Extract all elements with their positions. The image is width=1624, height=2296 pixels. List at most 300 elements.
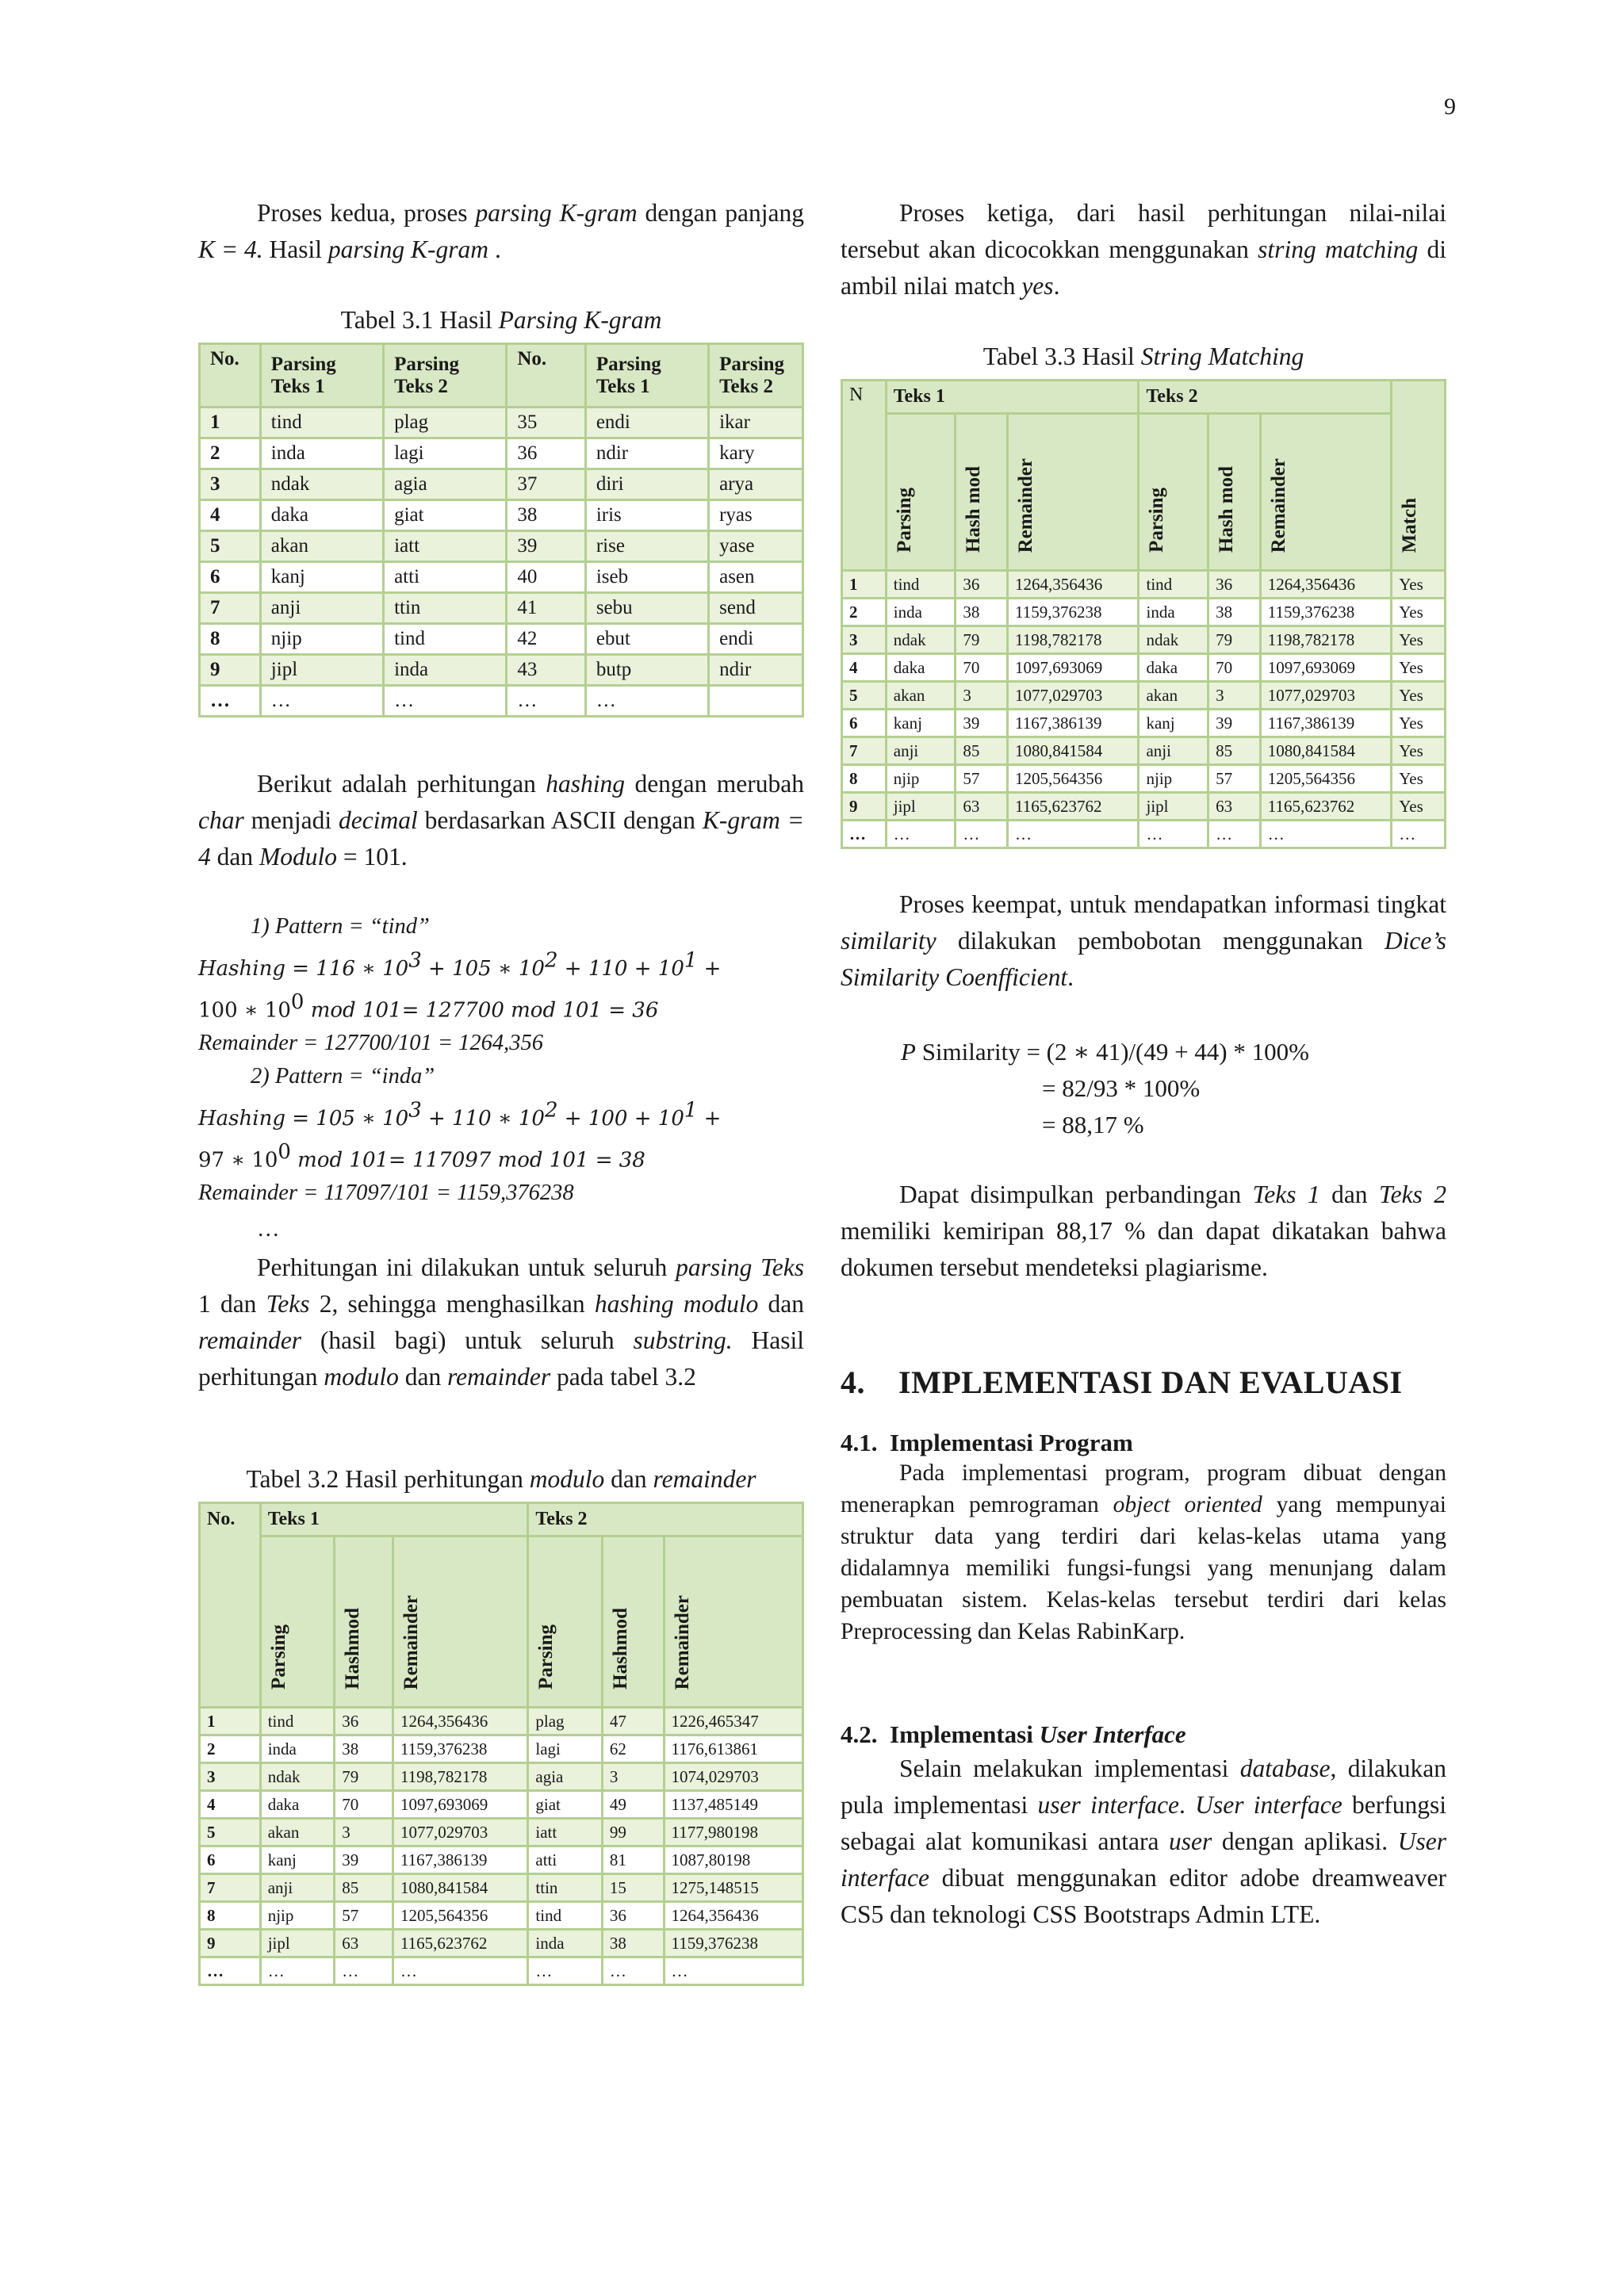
table-cell: 47: [602, 1708, 664, 1735]
table-cell: 36: [1208, 571, 1261, 599]
table-row: [200, 1735, 803, 1763]
header-no: No.: [200, 1503, 261, 1708]
table-cell: Yes: [1392, 737, 1446, 765]
table-cell: 79: [956, 626, 1008, 654]
table-cell: daka: [260, 1791, 335, 1819]
table-cell: butp: [585, 655, 708, 686]
table-cell: 79: [1208, 626, 1261, 654]
table-cell: 4: [200, 500, 261, 531]
table-cell: 15: [602, 1874, 664, 1902]
table-cell: 1205,564356: [1260, 765, 1391, 793]
table-cell: 63: [335, 1930, 393, 1957]
equation-block-1: [198, 910, 804, 1246]
table-cell: 38: [507, 500, 585, 531]
table-cell: …: [602, 1957, 664, 1985]
table-cell: jipl: [886, 793, 956, 821]
header-no: N: [842, 381, 887, 571]
subheader-remainder: Remainder: [664, 1536, 802, 1708]
table-cell: send: [709, 593, 803, 624]
table-cell: …: [200, 1957, 261, 1985]
table-cell: 8: [200, 624, 261, 655]
table-row: [842, 682, 1446, 710]
table-cell: 3: [602, 1763, 664, 1791]
table-cell: ndir: [709, 655, 803, 686]
table-cell: sebu: [585, 593, 708, 624]
header-teks-2: Teks 2: [528, 1503, 803, 1536]
table-cell: 1087,80198: [664, 1846, 802, 1874]
subheader-hash-mod: Hash mod: [956, 414, 1008, 571]
table-cell: njip: [886, 765, 956, 793]
table-cell: …: [1392, 821, 1446, 848]
table-cell: akan: [260, 531, 383, 562]
table-cell: 1264,356436: [664, 1902, 802, 1930]
table-row: [200, 408, 803, 438]
table-row: [200, 655, 803, 686]
table-cell: 99: [602, 1819, 664, 1846]
table-cell: Yes: [1392, 571, 1446, 599]
table-cell: 1080,841584: [393, 1874, 527, 1902]
table-cell: 37: [507, 469, 585, 500]
table-cell: 81: [602, 1846, 664, 1874]
table-cell: 1226,465347: [664, 1708, 802, 1735]
table-cell: plag: [384, 408, 507, 438]
table-cell: 3: [1208, 682, 1261, 710]
table-cell: inda: [1139, 599, 1208, 626]
table-cell: 1176,613861: [664, 1735, 802, 1763]
table-cell: 3: [200, 469, 261, 500]
table-cell: daka: [260, 500, 383, 531]
header-teks-2: Teks 2: [1139, 381, 1392, 414]
table-cell: 7: [842, 737, 887, 765]
table-cell: 1177,980198: [664, 1819, 802, 1846]
table-cell: …: [200, 686, 261, 717]
table-cell: 1167,386139: [1008, 710, 1139, 737]
table-cell: 1: [842, 571, 887, 599]
table-cell: …: [384, 686, 507, 717]
table-row: [200, 438, 803, 469]
table-cell: 5: [842, 682, 887, 710]
table-cell: rise: [585, 531, 708, 562]
table-cell: 1: [200, 1708, 261, 1735]
table-cell: 42: [507, 624, 585, 655]
table-row: [842, 626, 1446, 654]
table-cell: akan: [260, 1819, 335, 1846]
table-cell: 1165,623762: [1008, 793, 1139, 821]
table-cell: 36: [335, 1708, 393, 1735]
table-cell: giat: [384, 500, 507, 531]
table-cell: 1198,782178: [1008, 626, 1139, 654]
table-cell: ndak: [1139, 626, 1208, 654]
subheader-parsing: Parsing: [1139, 414, 1208, 571]
paragraph-conclusion: Dapat disimpulkan perbandingan Teks 1 dan Teks 2 memiliki kemiripan 88,17 % dan dapat dikatakan bahwa dokumen tersebut mendeteksi plagiarisme.: [841, 1181, 1446, 1281]
table-cell: 4: [200, 1791, 261, 1819]
table-cell: 36: [507, 438, 585, 469]
table-cell: giat: [528, 1791, 603, 1819]
table-cell: 1159,376238: [393, 1735, 527, 1763]
subheader-match: Match: [1392, 381, 1446, 571]
table-row: [200, 1930, 803, 1957]
table-cell: atti: [384, 562, 507, 593]
table-cell: …: [507, 686, 585, 717]
table-cell: 57: [956, 765, 1008, 793]
table-row: [842, 654, 1446, 682]
table-cell: 1097,693069: [1260, 654, 1391, 682]
table-cell: ndak: [260, 469, 383, 500]
table-row: [200, 686, 803, 717]
table-header-row: [200, 344, 803, 408]
table-cell: ikar: [709, 408, 803, 438]
table-cell: 1264,356436: [1008, 571, 1139, 599]
table-cell: tind: [528, 1902, 603, 1930]
table-cell: lagi: [384, 438, 507, 469]
table-3-1-caption: Tabel 3.1 Hasil Parsing K-gram: [340, 306, 662, 334]
table-subheader-row: [842, 414, 1446, 571]
table-cell: Yes: [1392, 599, 1446, 626]
table-cell: 3: [842, 626, 887, 654]
table-cell: 39: [1208, 710, 1261, 737]
table-cell: 62: [602, 1735, 664, 1763]
table-cell: Yes: [1392, 710, 1446, 737]
table-row: [842, 821, 1446, 848]
equation-label: 1) Pattern = “tind”: [251, 914, 430, 939]
table-cell: 1074,029703: [664, 1763, 802, 1791]
table-cell: 39: [507, 531, 585, 562]
table-cell: kanj: [260, 562, 383, 593]
table-cell: 2: [200, 438, 261, 469]
table-cell: 38: [335, 1735, 393, 1763]
table-row: [842, 765, 1446, 793]
table-cell: tind: [384, 624, 507, 655]
table-cell: 79: [335, 1763, 393, 1791]
table-cell: iseb: [585, 562, 708, 593]
table-cell: kary: [709, 438, 803, 469]
equation-label: 2) Pattern = “inda”: [251, 1064, 435, 1089]
subheader-hash-mod: Hash mod: [1208, 414, 1261, 571]
header-parsing-teks-2: Parsing Teks 2: [709, 344, 803, 408]
table-cell: 1205,564356: [393, 1902, 527, 1930]
table-cell: njip: [260, 624, 383, 655]
table-cell: asen: [709, 562, 803, 593]
table-cell: agia: [384, 469, 507, 500]
table-cell: tind: [1139, 571, 1208, 599]
table-cell: 36: [602, 1902, 664, 1930]
table-cell: 38: [1208, 599, 1261, 626]
table-cell: inda: [886, 599, 956, 626]
ellipsis: …: [257, 1217, 280, 1242]
table-cell: Yes: [1392, 654, 1446, 682]
table-cell: 1198,782178: [1260, 626, 1391, 654]
table-cell: 36: [956, 571, 1008, 599]
table-cell: 38: [602, 1930, 664, 1957]
table-row: [842, 737, 1446, 765]
table-cell: 6: [200, 562, 261, 593]
paragraph-parsing-intro: Proses kedua, proses parsing K-gram dengan panjang K = 4. Hasil parsing K-gram .: [198, 199, 804, 263]
table-cell: …: [1139, 821, 1208, 848]
table-cell: 9: [842, 793, 887, 821]
equation-hashing: Hashing = 116 ∗ $10^3 + 105$ ∗ $10^2 + 110 + 10^1$ +: [198, 948, 722, 981]
table-cell: 1077,029703: [1260, 682, 1391, 710]
table-cell: ttin: [384, 593, 507, 624]
table-cell: 57: [335, 1902, 393, 1930]
table-cell: 1080,841584: [1260, 737, 1391, 765]
table-cell: tind: [886, 571, 956, 599]
table-cell: 1097,693069: [1008, 654, 1139, 682]
equation-remainder: Remainder = 127700/101 = 1264,356: [198, 1031, 544, 1055]
table-row: [200, 1819, 803, 1846]
subheader-remainder: Remainder: [1260, 414, 1391, 571]
table-cell: 1077,029703: [393, 1819, 527, 1846]
table-cell: 39: [335, 1846, 393, 1874]
table-cell: 1198,782178: [393, 1763, 527, 1791]
paragraph-implementasi-program: Pada implementasi program, program dibuat dengan menerapkan pemrograman object oriented yang mempunyai struktur data yang terdiri dari kelas-kelas utama yang didalamnya memiliki fungsi-fungsi yang menunjang dalam pembuatan sistem. Kelas-kelas tersebut terdiri dari kelas Preprocessing dan Kelas RabinKarp.: [841, 1460, 1447, 1644]
table-row: [842, 793, 1446, 821]
table-cell: 6: [842, 710, 887, 737]
table-cell: ryas: [709, 500, 803, 531]
table-cell: inda: [384, 655, 507, 686]
table-cell: 6: [200, 1846, 261, 1874]
subheader-remainder: Remainder: [393, 1536, 527, 1708]
table-cell: diri: [585, 469, 708, 500]
table-cell: Yes: [1392, 626, 1446, 654]
table-cell: 8: [842, 765, 887, 793]
subsection-heading-user-interface: 4.2. Implementasi User Interface: [841, 1720, 1186, 1748]
subheader-parsing: Parsing: [260, 1536, 335, 1708]
similarity-formula-line: = 82/93 * 100%: [1042, 1074, 1201, 1102]
header-parsing-teks-1: Parsing Teks 1: [260, 344, 383, 408]
table-cell: njip: [1139, 765, 1208, 793]
table-cell: 1159,376238: [664, 1930, 802, 1957]
table-subheader-row: [200, 1536, 803, 1708]
table-cell: 70: [956, 654, 1008, 682]
table-cell: 3: [956, 682, 1008, 710]
table-cell: 41: [507, 593, 585, 624]
table-cell: …: [1208, 821, 1261, 848]
table-cell: akan: [1139, 682, 1208, 710]
table-row: [200, 1708, 803, 1735]
similarity-formula-line: = 88,17 %: [1042, 1111, 1144, 1138]
table-cell: anji: [260, 593, 383, 624]
table-cell: kanj: [260, 1846, 335, 1874]
table-cell: 1167,386139: [1260, 710, 1391, 737]
table-header-row: [200, 1503, 803, 1536]
table-cell: 85: [335, 1874, 393, 1902]
subheader-hashmod: Hashmod: [602, 1536, 664, 1708]
table-3-3: [841, 379, 1446, 849]
table-cell: anji: [260, 1874, 335, 1902]
table-row: [200, 1846, 803, 1874]
header-no: No.: [507, 344, 585, 408]
table-cell: 2: [200, 1735, 261, 1763]
table-cell: tind: [260, 408, 383, 438]
table-cell: iatt: [528, 1819, 603, 1846]
table-row: [200, 1874, 803, 1902]
table-cell: ndak: [886, 626, 956, 654]
equation-remainder: Remainder = 117097/101 = 1159,376238: [198, 1181, 574, 1205]
table-row: [842, 599, 1446, 626]
table-cell: 5: [200, 531, 261, 562]
table-cell: 1137,485149: [664, 1791, 802, 1819]
table-row: [842, 710, 1446, 737]
table-cell: tind: [260, 1708, 335, 1735]
table-cell: Yes: [1392, 765, 1446, 793]
table-cell: ndak: [260, 1763, 335, 1791]
table-cell: 7: [200, 1874, 261, 1902]
table-cell: inda: [528, 1930, 603, 1957]
table-cell: Yes: [1392, 793, 1446, 821]
table-cell: jipl: [1139, 793, 1208, 821]
table-cell: …: [393, 1957, 527, 1985]
table-cell: 1167,386139: [393, 1846, 527, 1874]
table-cell: 9: [200, 1930, 261, 1957]
table-cell: 1097,693069: [393, 1791, 527, 1819]
table-cell: 2: [842, 599, 887, 626]
table-row: [200, 1791, 803, 1819]
table-cell: inda: [260, 438, 383, 469]
table-cell: 1264,356436: [393, 1708, 527, 1735]
table-3-2: [198, 1502, 804, 1986]
table-cell: kanj: [1139, 710, 1208, 737]
table-cell: …: [886, 821, 956, 848]
table-cell: 38: [956, 599, 1008, 626]
table-cell: 49: [602, 1791, 664, 1819]
table-row: [200, 531, 803, 562]
table-cell: kanj: [886, 710, 956, 737]
table-cell: 1264,356436: [1260, 571, 1391, 599]
table-cell: 39: [956, 710, 1008, 737]
table-cell: inda: [260, 1735, 335, 1763]
table-cell: 1077,029703: [1008, 682, 1139, 710]
paragraph-string-matching: Proses ketiga, dari hasil perhitungan nilai-nilai tersebut akan dicocokkan menggunakan string matching di ambil nilai match yes.: [841, 199, 1446, 300]
table-cell: 63: [1208, 793, 1261, 821]
table-row: [200, 593, 803, 624]
table-cell: lagi: [528, 1735, 603, 1763]
table-cell: 35: [507, 408, 585, 438]
table-cell: ndir: [585, 438, 708, 469]
table-cell: agia: [528, 1763, 603, 1791]
table-cell: …: [956, 821, 1008, 848]
subheader-remainder: Remainder: [1008, 414, 1139, 571]
similarity-formula-line: P Similarity = (2 ∗ 41)/(49 + 44) * 100%: [901, 1038, 1309, 1066]
header-parsing-teks-1: Parsing Teks 1: [585, 344, 708, 408]
table-cell: 85: [956, 737, 1008, 765]
table-cell: plag: [528, 1708, 603, 1735]
paragraph-user-interface: Selain melakukan implementasi database, dilakukan pula implementasi user interface. User interface berfungsi sebagai alat komunikasi antara user dengan aplikasi. User interface dibuat menggunakan editor adobe dreamweaver CS5 dan teknologi CSS Bootstraps Admin LTE.: [841, 1755, 1446, 1928]
table-3-3-caption: Tabel 3.3 Hasil String Matching: [982, 342, 1304, 370]
header-parsing-teks-2: Parsing Teks 2: [384, 344, 507, 408]
table-cell: iris: [585, 500, 708, 531]
table-cell: 1080,841584: [1008, 737, 1139, 765]
similarity-formula: [901, 1034, 1309, 1143]
table-cell: 1165,623762: [1260, 793, 1391, 821]
table-cell: anji: [886, 737, 956, 765]
subheader-hashmod: Hashmod: [335, 1536, 393, 1708]
table-row: [200, 1957, 803, 1985]
table-cell: …: [842, 821, 887, 848]
table-cell: …: [664, 1957, 802, 1985]
table-3-1: [198, 342, 804, 718]
table-cell: 57: [1208, 765, 1261, 793]
table-cell: …: [1008, 821, 1139, 848]
paragraph-similarity: Proses keempat, untuk mendapatkan informasi tingkat similarity dilakukan pembobotan menggunakan Dice’s Similarity Coenfficient.: [841, 890, 1446, 991]
table-cell: 9: [200, 655, 261, 686]
table-row: [200, 500, 803, 531]
table-row: [842, 571, 1446, 599]
subheader-parsing: Parsing: [886, 414, 956, 571]
table-header-row: [842, 381, 1446, 414]
table-cell: endi: [585, 408, 708, 438]
header-teks-1: Teks 1: [260, 1503, 528, 1536]
table-row: [200, 1763, 803, 1791]
header-teks-1: Teks 1: [886, 381, 1139, 414]
subheader-parsing: Parsing: [528, 1536, 603, 1708]
table-cell: 1205,564356: [1008, 765, 1139, 793]
table-cell: yase: [709, 531, 803, 562]
table-cell: iatt: [384, 531, 507, 562]
table-cell: 85: [1208, 737, 1261, 765]
table-cell: ttin: [528, 1874, 603, 1902]
table-cell: …: [260, 1957, 335, 1985]
table-cell: 3: [200, 1763, 261, 1791]
table-cell: daka: [886, 654, 956, 682]
table-cell: …: [585, 686, 708, 717]
header-no: No.: [200, 344, 261, 408]
equation-hashing-line2: 97 ∗ $10^0$ mod 101= 117097 mod 101 = 38: [198, 1139, 645, 1172]
table-cell: [709, 686, 803, 717]
table-cell: 8: [200, 1902, 261, 1930]
equation-hashing: Hashing = 105 ∗ $10^3 + 110$ ∗ $10^2 + 100 + 10^1$ +: [198, 1098, 722, 1131]
page-number: 9: [1444, 94, 1456, 120]
section-heading: 4. IMPLEMENTASI DAN EVALUASI: [841, 1364, 1403, 1400]
table-cell: 1159,376238: [1008, 599, 1139, 626]
table-cell: 5: [200, 1819, 261, 1846]
table-cell: …: [335, 1957, 393, 1985]
table-3-2-caption: Tabel 3.2 Hasil perhitungan modulo dan remainder: [246, 1465, 756, 1493]
table-cell: 1159,376238: [1260, 599, 1391, 626]
table-row: [200, 562, 803, 593]
paragraph-calculation: Perhitungan ini dilakukan untuk seluruh parsing Teks 1 dan Teks 2, sehingga menghasilkan hashing modulo dan remainder (hasil bagi) untuk seluruh substring. Hasil perhitungan modulo dan remainder pada tabel 3.2: [198, 1253, 805, 1391]
subsection-heading-implementasi-program: 4.1. Implementasi Program: [841, 1429, 1133, 1456]
table-cell: 4: [842, 654, 887, 682]
table-cell: …: [528, 1957, 603, 1985]
table-cell: arya: [709, 469, 803, 500]
table-cell: akan: [886, 682, 956, 710]
table-cell: 63: [956, 793, 1008, 821]
table-cell: 1165,623762: [393, 1930, 527, 1957]
table-cell: endi: [709, 624, 803, 655]
table-row: [200, 1902, 803, 1930]
equation-hashing-line2: 100 ∗ $10^0$ mod 101= 127700 mod 101 = 36: [198, 989, 659, 1022]
table-row: [200, 624, 803, 655]
table-cell: 70: [335, 1791, 393, 1819]
paragraph-hashing-intro: Berikut adalah perhitungan hashing dengan merubah char menjadi decimal berdasarkan ASCII dengan K-gram = 4 dan Modulo = 101.: [198, 770, 804, 871]
table-cell: daka: [1139, 654, 1208, 682]
table-cell: atti: [528, 1846, 603, 1874]
table-cell: Yes: [1392, 682, 1446, 710]
table-cell: 43: [507, 655, 585, 686]
table-cell: jipl: [260, 655, 383, 686]
table-cell: 7: [200, 593, 261, 624]
table-cell: ebut: [585, 624, 708, 655]
table-cell: 3: [335, 1819, 393, 1846]
table-cell: 1275,148515: [664, 1874, 802, 1902]
table-cell: njip: [260, 1902, 335, 1930]
table-cell: anji: [1139, 737, 1208, 765]
table-cell: …: [1260, 821, 1391, 848]
table-row: [200, 469, 803, 500]
table-cell: 70: [1208, 654, 1261, 682]
table-cell: 40: [507, 562, 585, 593]
table-cell: jipl: [260, 1930, 335, 1957]
